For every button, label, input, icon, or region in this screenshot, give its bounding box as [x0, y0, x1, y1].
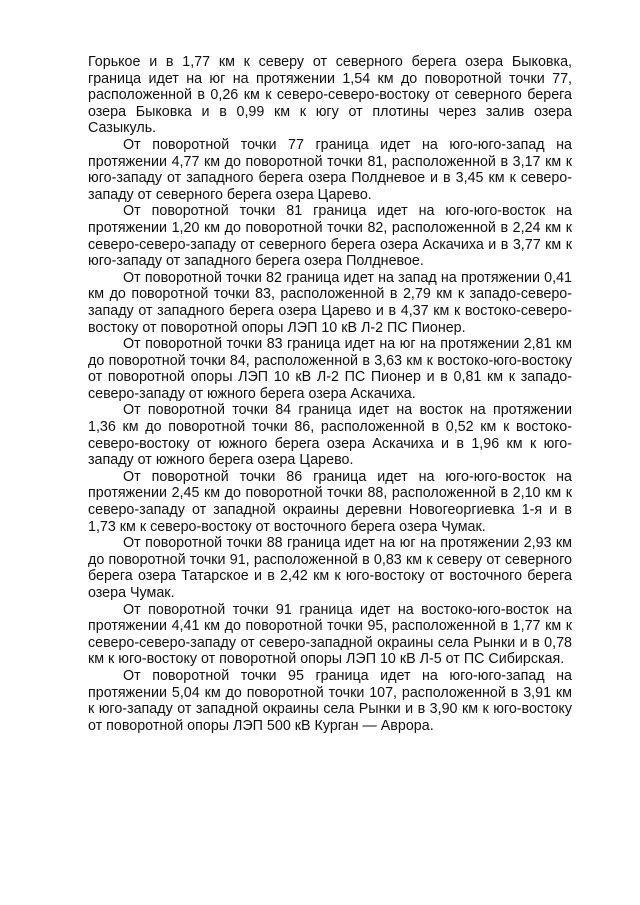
paragraph-point-88: От поворотной точки 88 граница идет на юг на протяжении 2,93 км до поворотной точки 91, расположенной в 0,83 км к северу от северного берега озера Татарское и в 2,42 км к юго-востоку от восточного берега озера Чумак.: [88, 535, 572, 601]
paragraph-point-91: От поворотной точки 91 граница идет на востоко-юго-восток на протяжении 4,41 км до поворотной точки 95, расположенной в 1,77 км к северо-северо-западу от северо-западной окраины села Рынки и в 0,78 км к юго-востоку от поворотной опоры ЛЭП 10 кВ Л-5 от ПС Сибирская.: [88, 601, 572, 668]
paragraph-point-86: От поворотной точки 86 граница идет на юго-юго-восток на протяжении 2,45 км до поворотной точки 88, расположенной в 2,10 км к северо-западу от западной окраины деревни Новогеоргиевка 1-я и в 1,73 км к северо-востоку от восточного берега озера Чумак.: [88, 468, 572, 535]
document-page: [88, 54, 572, 734]
paragraph-point-83: От поворотной точки 83 граница идет на юг на протяжении 2,81 км до поворотной точки 84, расположенной в 3,63 км к востоко-юго-востоку от поворотной опоры ЛЭП 10 кВ Л-2 ПС Пионер и в 0,81 км к западо-северо-западу от южного берега озера Аскачиха.: [88, 336, 572, 402]
paragraph-continuation: Горькое и в 1,77 км к северу от северного берега озера Быковка, граница идет на юг на протяжении 1,54 км до поворотной точки 77, расположенной в 0,26 км к северо-северо-востоку от северного берега озера Быковка и в 0,99 км к югу от плотины через залив озера Сазыкуль.: [88, 54, 572, 137]
paragraph-point-77: От поворотной точки 77 граница идет на юго-юго-запад на протяжении 4,77 км до поворотной точки 81, расположенной в 3,17 км к юго-западу от западного берега озера Полдневое и в 3,45 км к северо-западу от северного берега озера Царево.: [88, 136, 572, 203]
paragraph-point-82: От поворотной точки 82 граница идет на запад на протяжении 0,41 км до поворотной точки 83, расположенной в 2,79 км к западо-северо-западу от западного берега озера Царево и в 4,37 км к востоко-северо-востоку от поворотной опоры ЛЭП 10 кВ Л-2 ПС Пионер.: [88, 269, 572, 336]
paragraph-point-95: От поворотной точки 95 граница идет на юго-юго-запад на протяжении 5,04 км до поворотной точки 107, расположенной в 3,91 км к юго-западу от западной окраины села Рынки и в 3,90 км к юго-востоку от поворотной опоры ЛЭП 500 кВ Курган — Аврора.: [88, 667, 572, 734]
paragraph-point-81: От поворотной точки 81 граница идет на юго-юго-восток на протяжении 1,20 км до поворотной точки 82, расположенной в 2,24 км к северо-северо-западу от северного берега озера Аскачиха и в 3,77 км к юго-западу от западного берега озера Полдневое.: [88, 203, 572, 270]
paragraph-point-84: От поворотной точки 84 граница идет на восток на протяжении 1,36 км до поворотной точки 86, расположенной в 0,52 км к востоко-северо-востоку от южного берега озера Аскачиха и в 1,96 км к юго-западу от южного берега озера Царево.: [88, 402, 572, 469]
